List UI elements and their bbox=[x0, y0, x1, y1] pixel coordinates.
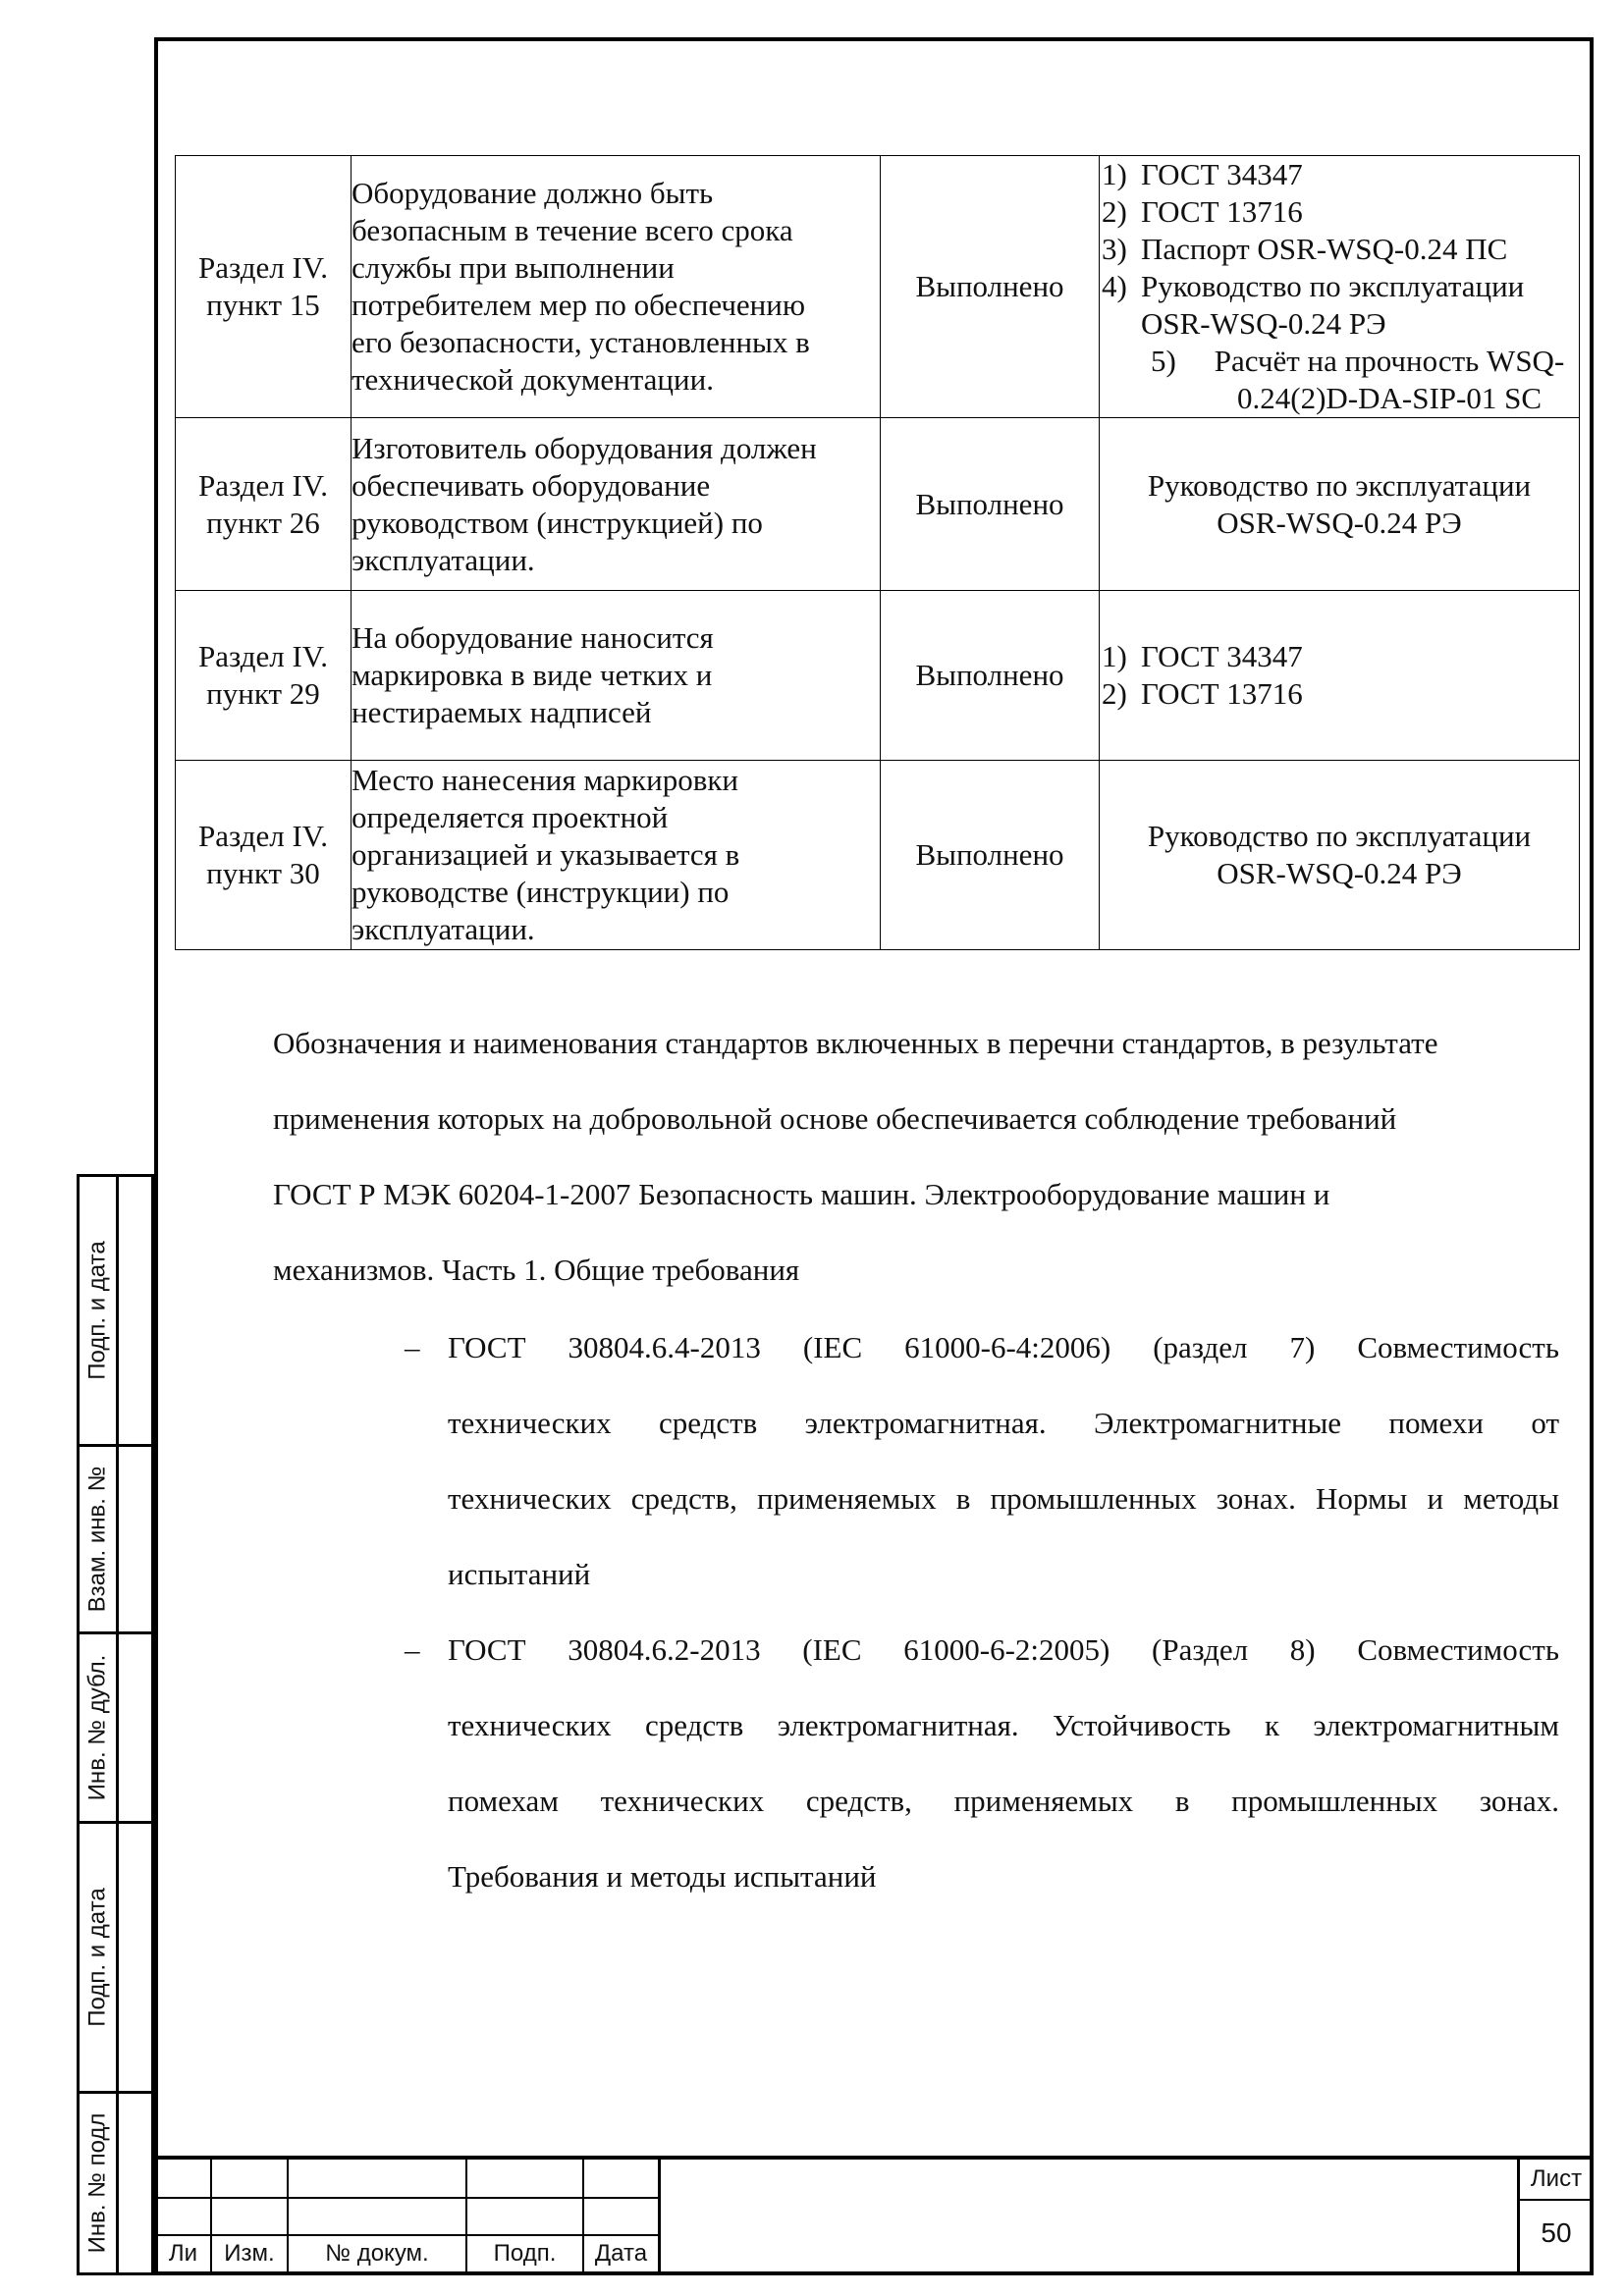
requirements-table bbox=[175, 155, 1580, 950]
list-item: 2) ГОСТ 13716 bbox=[1102, 676, 1303, 711]
stamp-label: Подп. и дата bbox=[83, 1241, 111, 1380]
standards-list bbox=[405, 1309, 1559, 1914]
list-item: 2) ГОСТ 13716 bbox=[1102, 194, 1303, 229]
list-item: 1) ГОСТ 34347 bbox=[1102, 639, 1303, 673]
sheet-label: Лист bbox=[1530, 2165, 1583, 2192]
section-cell: Раздел IV. пункт 29 bbox=[176, 591, 352, 761]
paragraph-line: Обозначения и наименования стандартов включенных в перечни стандартов, в результате bbox=[273, 1026, 1438, 1060]
documents-cell bbox=[1100, 156, 1580, 418]
paragraph-line: механизмов. Часть 1. Общие требования bbox=[273, 1253, 800, 1287]
stamp-podp-data-2 bbox=[77, 1821, 154, 2094]
stamp-label: Инв. № подл bbox=[83, 2112, 111, 2254]
page-number: 50 bbox=[1541, 2217, 1572, 2248]
stamp-podp-data-1 bbox=[77, 1174, 154, 1447]
title-dokum-label: № докум. bbox=[325, 2240, 429, 2267]
documents-cell bbox=[1100, 591, 1580, 761]
documents-cell: Руководство по эксплуатации OSR-WSQ-0.24 РЭ bbox=[1100, 761, 1580, 950]
dash-marker: – bbox=[405, 1330, 420, 1364]
table-row bbox=[176, 591, 1580, 761]
status-cell: Выполнено bbox=[881, 761, 1100, 950]
stamp-inv-podl bbox=[77, 2091, 154, 2275]
list-item: 5) Расчёт на прочность WSQ-0.24(2)D-DA-SIP-01 SC bbox=[1151, 344, 1565, 415]
paragraph-line: применения которых на добровольной основе обеспечивается соблюдение требований bbox=[273, 1101, 1397, 1136]
list-item: 4) Руководство по эксплуатации OSR-WSQ-0.24 РЭ bbox=[1102, 269, 1525, 341]
list-item: 1) ГОСТ 34347 bbox=[1102, 157, 1303, 191]
dash-marker: – bbox=[405, 1632, 420, 1667]
section-cell: Раздел IV. пункт 26 bbox=[176, 418, 352, 591]
requirement-cell: Место нанесения маркировки определяется проектной организацией и указывается в руководстве (инструкции) по эксплуатации. bbox=[352, 761, 881, 950]
section-cell: Раздел IV. пункт 15 bbox=[176, 156, 352, 418]
requirement-cell: На оборудование наносится маркировка в виде четких и нестираемых надписей bbox=[352, 591, 881, 761]
paragraph-line: ГОСТ Р МЭК 60204-1-2007 Безопасность машин. Электрооборудование машин и bbox=[273, 1177, 1330, 1211]
list-item: – ГОСТ 30804.6.4-2013 (IEC 61000-6-4:2006) (раздел 7) Совместимость технических средств электромагнитная. Электромагнитные помехи от технических средств, применяемых в промышленных зонах. Нормы и методы испытаний bbox=[405, 1309, 1559, 1612]
title-podp-label: Подп. bbox=[493, 2240, 557, 2267]
table-row bbox=[176, 761, 1580, 950]
status-cell: Выполнено bbox=[881, 156, 1100, 418]
status-cell: Выполнено bbox=[881, 591, 1100, 761]
title-izm-label: Изм. bbox=[224, 2240, 275, 2267]
documents-list bbox=[1100, 638, 1579, 713]
list-item: 3) Паспорт OSR-WSQ-0.24 ПС bbox=[1102, 232, 1508, 266]
list-item: – ГОСТ 30804.6.2-2013 (IEC 61000-6-2:2005) (Раздел 8) Совместимость технических средств электромагнитная. Устойчивость к электромагнитным помехам технических средств, применяемых в промышленных зонах. Требования и методы испытаний bbox=[405, 1612, 1559, 1914]
stamp-label: Взам. инв. № bbox=[83, 1466, 111, 1613]
documents-cell: Руководство по эксплуатации OSR-WSQ-0.24 РЭ bbox=[1100, 418, 1580, 591]
requirement-cell: Изготовитель оборудования должен обеспечивать оборудование руководством (инструкцией) по эксплуатации. bbox=[352, 418, 881, 591]
title-li-label: Ли bbox=[168, 2240, 198, 2267]
stamp-label: Инв. № дубл. bbox=[83, 1654, 111, 1801]
stamp-inv-dubl bbox=[77, 1631, 154, 1824]
title-data-label: Дата bbox=[594, 2240, 648, 2267]
table-row bbox=[176, 418, 1580, 591]
stamp-vzam-inv bbox=[77, 1444, 154, 1634]
section-cell: Раздел IV. пункт 30 bbox=[176, 761, 352, 950]
documents-list bbox=[1100, 156, 1579, 417]
requirement-cell: Оборудование должно быть безопасным в течение всего срока службы при выполнении потребителем мер по обеспечению его безопасности, установленных в технической документации. bbox=[352, 156, 881, 418]
standards-paragraph bbox=[273, 1005, 1559, 1308]
status-cell: Выполнено bbox=[881, 418, 1100, 591]
stamp-label: Подп. и дата bbox=[83, 1888, 111, 2027]
table-row bbox=[176, 156, 1580, 418]
